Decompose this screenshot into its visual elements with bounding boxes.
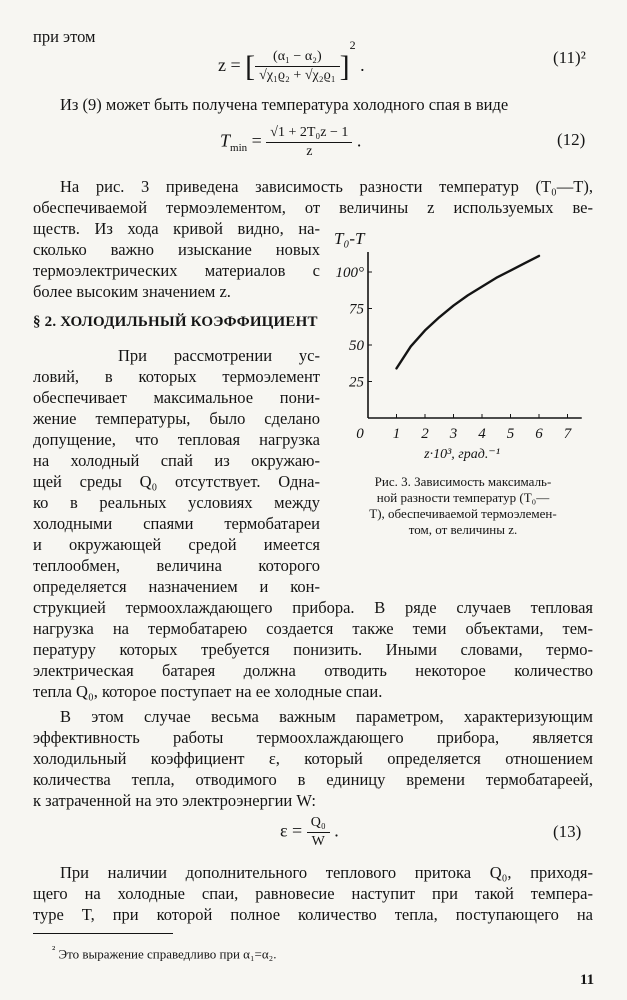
para3-line: щей среды Q₀ отсутствует. Одна-: [33, 472, 320, 491]
eq12-dot: .: [356, 130, 362, 151]
x-tick-label: 3: [449, 426, 458, 442]
para2-line: термоэлектрических материалов с: [33, 261, 320, 280]
x-tick-label: 4: [478, 426, 486, 442]
eq12-number: (12): [557, 130, 586, 149]
eq11-denominator: √χ₁ϱ₂ + √χ₂ϱ₁: [255, 66, 339, 85]
eq12-numerator: √1 + 2T₀z − 1: [270, 125, 349, 140]
footnote-rule: [33, 933, 173, 934]
eq13-fraction: [307, 814, 330, 851]
para2-line: обеспечиваемой термоэлементом, от величины z используемых ве-: [33, 198, 593, 217]
section-heading: § 2. ХОЛОДИЛЬНЫЙ КОЭФФИЦИЕНТ: [33, 314, 318, 330]
para3-line: обеспечивает максимальное пони-: [33, 388, 320, 407]
eq11-number: (11)²: [553, 48, 586, 67]
eq13-number: (13): [553, 822, 582, 841]
para4-line: количества тепла, отводимого в единицу времени термобатареей,: [33, 770, 593, 789]
footnote-text: Это выражение справедливо при α₁=α₂.: [58, 946, 277, 962]
x-tick-label: 1: [392, 426, 401, 442]
para3-line: ко в реальных условиях между: [33, 493, 320, 512]
para3-line: допущение, что тепловая нагрузка: [33, 430, 320, 449]
para3-line: электрическая батарея должна отводить некоторое количество: [33, 661, 593, 680]
eq13-dot: .: [334, 820, 339, 841]
para3-line: тепла Q₀, которое поступает на ее холодные спаи.: [33, 682, 383, 701]
para5-line: туре T, при которой полное количество тепла, поступающего на: [33, 905, 593, 924]
para2-line: На рис. 3 приведена зависимость разности температур (T₀—T),: [60, 177, 593, 196]
intro-text: при этом: [33, 27, 96, 46]
caption-line: Рис. 3. Зависимость максималь-: [374, 474, 552, 489]
y-tick-label: 25: [349, 374, 364, 391]
eq12-equals: =: [251, 130, 262, 151]
para4-line: В этом случае весьма важным параметром, характеризующим: [60, 707, 593, 726]
eq11-numerator: (α₁ − α₂): [273, 49, 322, 65]
eq11-lhs: z =: [218, 55, 241, 75]
para3-line: на холодный спай из окружаю-: [33, 451, 320, 470]
para3-line: жение температуры, было сделано: [33, 409, 320, 428]
para3-line: теплообмен, величина которого: [33, 556, 320, 575]
x-tick-label: 6: [535, 426, 543, 442]
y-axis-label: T₀-T: [334, 229, 365, 248]
eq12-denominator: z: [266, 142, 352, 161]
page-number: 11: [580, 972, 595, 988]
para3-line: и окружающей средой имеется: [33, 535, 320, 554]
eq12-fraction: [266, 124, 352, 161]
y-tick-label: 75: [349, 301, 364, 318]
series-line: [397, 256, 540, 368]
para4-line: холодильный коэффициент ε, который определяется отношением: [33, 749, 593, 768]
para3-line: ловий, в которых термоэлемент: [33, 367, 320, 386]
caption-line: том, от величины z.: [408, 522, 518, 537]
para2-line: сколько важно изыскание новых: [33, 240, 320, 259]
x-tick-label: 2: [421, 426, 429, 442]
chart-layer: [334, 229, 582, 462]
footnote-mark: ²: [52, 944, 56, 956]
equation-11: z = [ $\frac{\text{(α₁ − α₂)}}{\text{√χ₁ϱ₂ + √χ₂ϱ₁}}$ ]$^2$ .: [218, 38, 365, 84]
caption-line: ной разности температур (T₀—: [376, 490, 550, 505]
x-axis-label: z·10³, град.⁻¹: [424, 447, 500, 462]
x-tick-label: 5: [506, 426, 515, 442]
y-tick-label: 50: [349, 338, 364, 354]
para4-line: к затраченной на это электроэнергии W:: [33, 791, 316, 810]
para5-line: При наличии дополнительного теплового притока Q₀, приходя-: [60, 863, 593, 882]
eq11-dot: .: [360, 55, 365, 75]
para3-line: струкцией термоохлаждающего прибора. В ряде случаев тепловая: [33, 598, 593, 617]
para2-line: ществ. Из хода кривой видно, на-: [33, 219, 320, 238]
eq13-lhs: ε =: [280, 820, 303, 841]
para2-line: более высоким значением z.: [33, 282, 231, 301]
eq12-sub: min: [230, 142, 248, 155]
para1: Из (9) может быть получена температура холодного спая в виде: [60, 95, 509, 114]
x-tick-label: 0: [356, 426, 364, 442]
equation-12: [220, 124, 361, 161]
x-tick-label: 7: [563, 426, 572, 442]
y-tick-label: 100°: [335, 265, 364, 281]
figure-caption: [332, 474, 594, 538]
figure-chart: [332, 222, 594, 474]
eq13-denominator: W: [307, 832, 330, 851]
caption-line: T), обеспечиваемой термоэлемен-: [369, 506, 557, 521]
eq11-power: 2: [349, 38, 356, 52]
para4-line: эффективность работы термоохлаждающего прибора, является: [33, 728, 593, 747]
para5-line: щего на холодные спаи, равновесие наступит при такой темпера-: [33, 884, 593, 903]
eq11-fraction: [255, 48, 339, 85]
para3-line: При рассмотрении ус-: [118, 346, 320, 365]
eq13-numerator: Q₀: [310, 815, 326, 830]
para3-line: холодными спаями термобатареи: [33, 514, 320, 533]
para3-line: нагрузка на термобатарею создается также теми объектами, тем-: [33, 619, 593, 638]
equation-13: [280, 814, 339, 851]
footnote: [52, 944, 276, 962]
para3-line: определяется назначением и кон-: [33, 577, 320, 596]
eq12-lhs: T: [220, 130, 231, 151]
para3-line: пературу которых требуется понизить. Иными словами, термо-: [33, 640, 593, 659]
